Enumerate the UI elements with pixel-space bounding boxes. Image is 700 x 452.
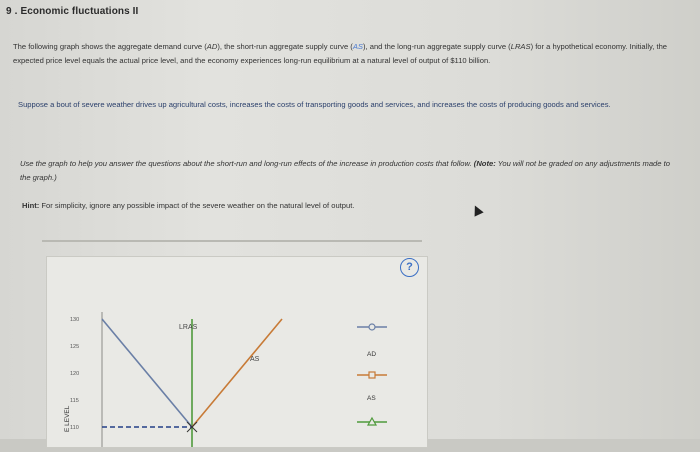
y-tick-label: 110 bbox=[70, 425, 79, 431]
y-tick-label: 130 bbox=[70, 317, 80, 323]
as-curve-label: AS bbox=[250, 356, 260, 364]
help-button[interactable]: ? bbox=[400, 258, 419, 277]
graph-panel[interactable] bbox=[46, 256, 428, 448]
legend-as-marker[interactable] bbox=[369, 372, 375, 378]
hint-text: For simplicity, ignore any possible impact of the severe weather on the natural level of output. bbox=[39, 201, 355, 210]
intro-text-2: ), the short-run aggregate supply curve ( bbox=[217, 42, 353, 51]
y-tick-label: 125 bbox=[70, 344, 80, 350]
legend-as-label: AS bbox=[367, 395, 376, 402]
instructions-text: Use the graph to help you answer the questions about the short-run and long-run effects of the increase in production costs that follow. bbox=[20, 159, 474, 168]
intro-text-1: The following graph shows the aggregate demand curve ( bbox=[13, 42, 207, 51]
as-curve[interactable] bbox=[192, 319, 282, 427]
hint-label: Hint: bbox=[22, 201, 40, 210]
aggregate-chart[interactable] bbox=[47, 257, 427, 447]
intro-lras: LRAS bbox=[510, 42, 531, 51]
y-tick-label: 115 bbox=[70, 398, 79, 404]
question-title: 9 . Economic fluctuations II bbox=[6, 6, 139, 17]
question-number: 9 bbox=[6, 6, 12, 17]
intro-ad: AD bbox=[206, 42, 218, 51]
question-title-text: Economic fluctuations II bbox=[20, 6, 139, 17]
intro-as: AS bbox=[352, 42, 363, 51]
y-tick-label: 120 bbox=[70, 371, 80, 377]
hint-paragraph bbox=[22, 199, 662, 213]
legend-ad-label: AD bbox=[367, 351, 377, 358]
intro-paragraph bbox=[13, 40, 683, 68]
note-label: (Note: bbox=[473, 159, 496, 168]
note-text: You will not be graded on any adjustments made to the graph.) bbox=[20, 159, 670, 182]
intro-text-4: ) for a hypothetical economy. Initially, the expected price level equals the actual price level, and the economy experiences long-run equilibrium at a natural level of output of $110 billion. bbox=[13, 42, 668, 65]
section-divider bbox=[42, 240, 422, 242]
lras-curve-label: LRAS bbox=[179, 324, 198, 331]
ad-curve[interactable] bbox=[102, 319, 192, 427]
legend-ad-marker[interactable] bbox=[369, 324, 375, 330]
instructions-paragraph bbox=[20, 157, 680, 185]
y-axis-label: E LEVEL bbox=[64, 405, 71, 432]
scenario-paragraph: Suppose a bout of severe weather drives up agricultural costs, increases the costs of transporting goods and services, and increases the costs of producing goods and services. bbox=[18, 100, 611, 109]
intro-text-3: ), and the long-run aggregate supply curve ( bbox=[362, 42, 511, 51]
